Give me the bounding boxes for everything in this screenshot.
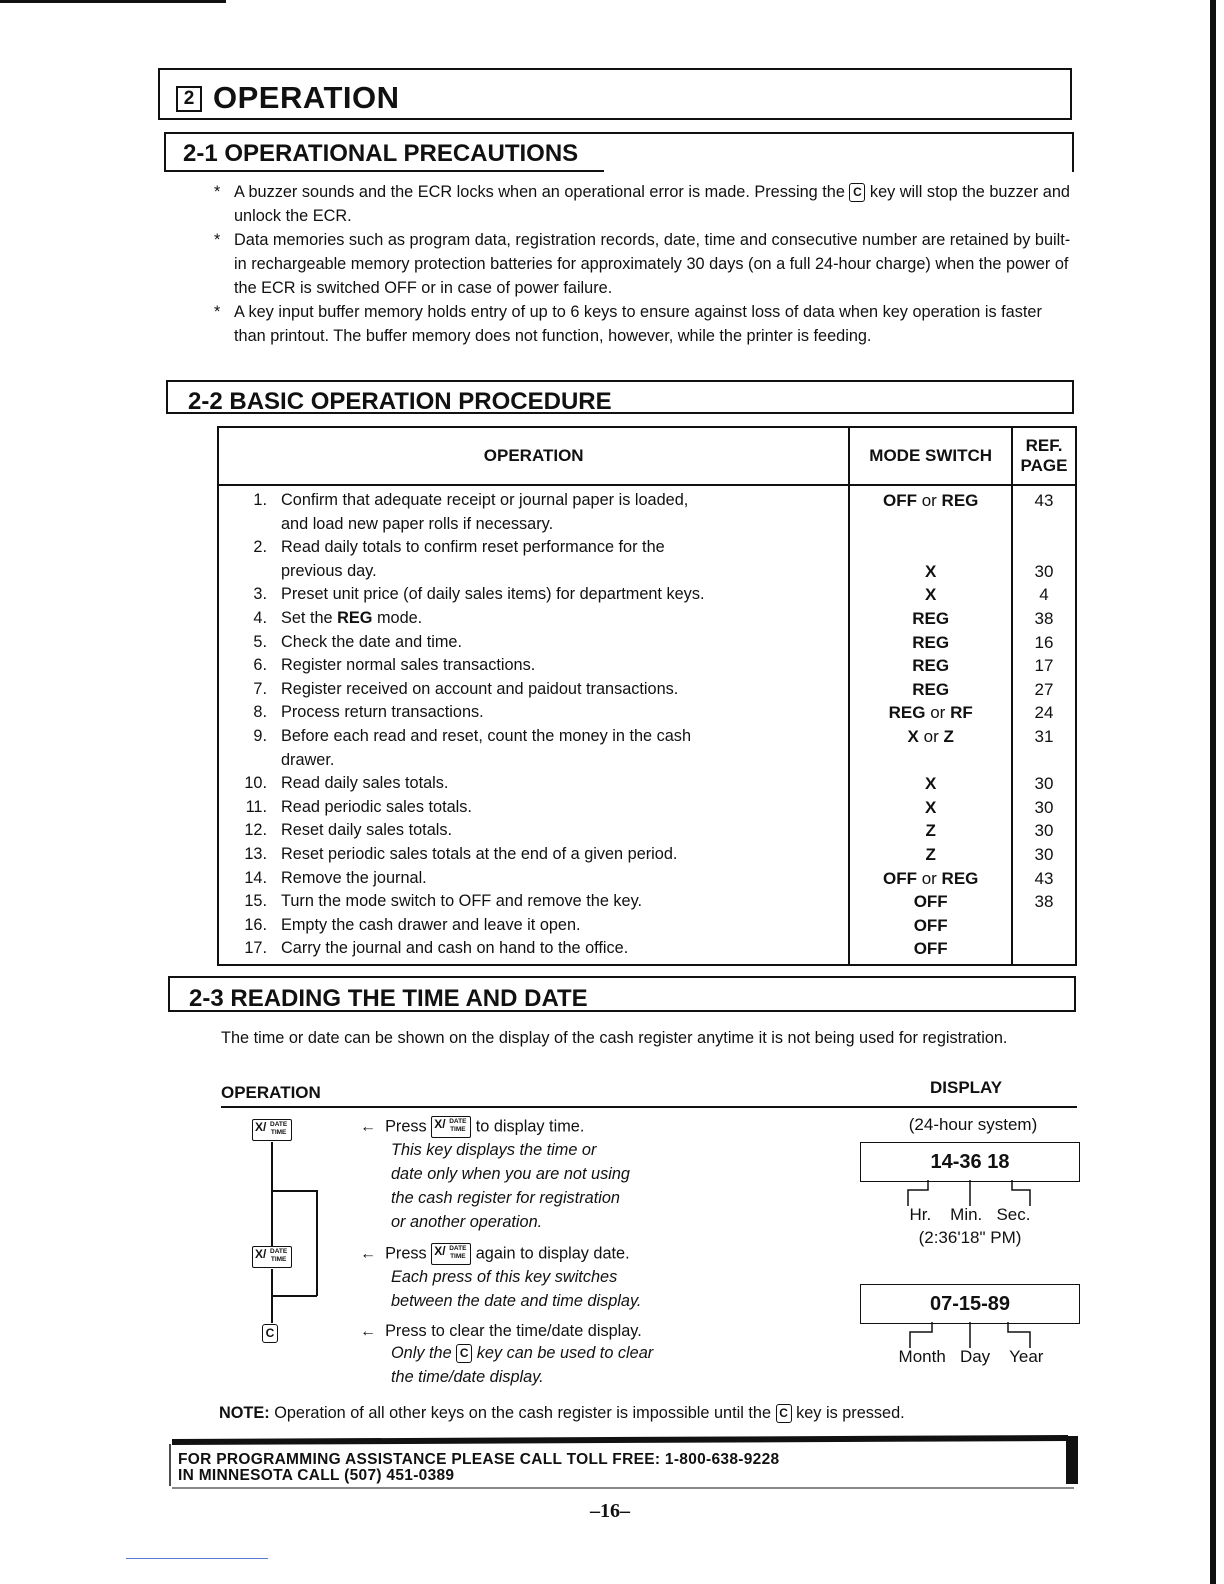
note xyxy=(219,1404,905,1423)
time-display: 14-36 18 xyxy=(860,1142,1080,1182)
precaution-text: A buzzer sounds and the ECR locks when an operational error is made. Pressing the xyxy=(234,183,850,201)
detail-line: between the date and time display. xyxy=(391,1292,642,1310)
detail-line: This key displays the time or xyxy=(391,1141,597,1159)
mode-switch-value: REG xyxy=(912,679,950,699)
header-ref-page xyxy=(1012,427,1076,485)
step-text: and load new paper rolls if necessary. xyxy=(281,514,554,533)
ref-page-value xyxy=(1013,536,1075,560)
operation-procedure-table xyxy=(217,426,1077,966)
step-number xyxy=(219,560,281,584)
step-text: Confirm that adequate receipt or journal paper is loaded, xyxy=(281,491,689,509)
bottom-link-line xyxy=(126,1558,268,1559)
step-text: Press xyxy=(385,1244,427,1263)
step-3 xyxy=(360,1322,820,1389)
ref-page-value: 43 xyxy=(1034,868,1054,888)
step-number xyxy=(219,749,281,773)
display-subheading: DISPLAY xyxy=(930,1078,1003,1097)
header-page: PAGE xyxy=(1020,456,1068,475)
ref-page-value: 30 xyxy=(1034,821,1054,841)
ref-page-value: 43 xyxy=(1034,491,1054,510)
subheading-rule xyxy=(221,1106,1077,1108)
header-mode-switch: MODE SWITCH xyxy=(849,427,1012,485)
step-text: Reset periodic sales totals at the end of a given period. xyxy=(281,844,678,863)
procedure-step-line xyxy=(219,513,848,537)
step-text: Reset daily sales totals. xyxy=(281,821,453,840)
detail-line: or another operation. xyxy=(391,1213,543,1231)
mode-switch-value: X or Z xyxy=(907,726,954,746)
mode-column xyxy=(849,485,1012,965)
mode-switch-value xyxy=(850,749,1011,773)
step-number xyxy=(219,513,281,537)
step-number: 6. xyxy=(253,656,267,675)
precaution-item xyxy=(214,228,1076,300)
step-number: 8. xyxy=(253,703,267,722)
label-sec: Sec. xyxy=(996,1205,1031,1224)
mode-switch-value: X xyxy=(925,797,937,817)
bullet-marker: * xyxy=(214,183,221,201)
ref-page-value: 30 xyxy=(1034,561,1054,581)
procedure-step-line xyxy=(219,937,848,961)
bullet-marker: * xyxy=(214,303,221,321)
flow-line xyxy=(271,1295,317,1297)
date-time-key-icon: X/ DATE TIME xyxy=(431,1243,471,1265)
ref-page-value: 30 xyxy=(1034,774,1054,794)
page-column xyxy=(1012,485,1076,965)
label-hr: Hr. xyxy=(909,1205,932,1224)
procedure-step-line xyxy=(219,701,848,725)
ref-page-value: 30 xyxy=(1034,844,1054,864)
precaution-item xyxy=(214,300,1076,348)
footer-line-2: IN MINNESOTA CALL (507) 451-0389 xyxy=(178,1467,455,1484)
clear-key-icon: C xyxy=(262,1324,278,1343)
step-number: 11. xyxy=(245,797,267,816)
step-text: Before each read and reset, count the money in the cash xyxy=(281,726,692,745)
step-number: 10. xyxy=(244,774,267,793)
step-number: 16. xyxy=(244,915,267,934)
mode-switch-value: REG xyxy=(912,656,950,676)
operation-column xyxy=(218,485,849,965)
ref-page-value: 38 xyxy=(1034,892,1054,912)
detail-text: Only the xyxy=(391,1344,452,1362)
step-number: 3. xyxy=(253,585,267,604)
step-text: Read daily sales totals. xyxy=(281,774,449,793)
step-number: 15. xyxy=(244,892,267,911)
arrow-icon: ← xyxy=(360,1118,376,1136)
s23-intro: The time or date can be shown on the display of the cash register anytime it is not being used for registration. xyxy=(221,1029,1008,1047)
mode-switch-value: REG xyxy=(912,608,950,628)
mode-switch-value: REG xyxy=(912,632,950,652)
step-text: Register normal sales transactions. xyxy=(281,656,536,675)
procedure-step-line xyxy=(219,607,848,631)
procedure-step-line xyxy=(219,749,848,773)
mode-switch-value: OFF or REG xyxy=(882,491,979,510)
date-time-key-icon: X/ DATE TIME xyxy=(431,1116,471,1138)
procedure-step-line xyxy=(219,583,848,607)
mode-switch-value xyxy=(850,513,1011,537)
clear-key-icon: C xyxy=(776,1404,792,1423)
step-number: 12. xyxy=(244,821,267,840)
header-operation: OPERATION xyxy=(218,427,849,485)
step-text: Process return transactions. xyxy=(281,703,484,722)
flow-line xyxy=(316,1190,318,1296)
date-time-key-icon: X/ DATE TIME xyxy=(252,1119,292,1141)
step-number: 13. xyxy=(244,844,267,863)
procedure-step-line xyxy=(219,725,848,749)
step-number: 9. xyxy=(253,726,267,745)
procedure-step-line xyxy=(219,560,848,584)
mode-switch-value: Z xyxy=(925,844,936,864)
mode-switch-value: X xyxy=(925,561,937,581)
step-text: Read daily totals to confirm reset performance for the xyxy=(281,538,665,557)
step-text: Press xyxy=(385,1117,427,1136)
step-text: Register received on account and paidout transactions. xyxy=(281,679,679,698)
flow-line xyxy=(271,1190,317,1192)
clear-key-icon: C xyxy=(849,183,865,202)
date-labels xyxy=(876,1347,1066,1367)
step-2-details xyxy=(360,1265,820,1313)
display-system-note: (24-hour system) xyxy=(908,1115,1038,1134)
procedure-step-line xyxy=(219,654,848,678)
step-2 xyxy=(360,1243,820,1313)
procedure-step-line xyxy=(219,772,848,796)
clear-key-icon: C xyxy=(456,1344,472,1363)
step-text: drawer. xyxy=(281,750,335,769)
s22-title: 2-2 BASIC OPERATION PROCEDURE xyxy=(188,388,612,415)
ref-page-value xyxy=(1013,749,1075,773)
procedure-step-line xyxy=(219,819,848,843)
step-text: Carry the journal and cash on hand to the office. xyxy=(281,939,629,958)
page-number: –16– xyxy=(590,1500,630,1522)
step-number: 4. xyxy=(253,608,267,627)
step-number: 1. xyxy=(253,491,267,509)
mode-switch-value: OFF xyxy=(913,915,948,935)
ref-page-value: 4 xyxy=(1039,585,1049,605)
step-1-details xyxy=(360,1138,820,1234)
precaution-text: Data memories such as program data, registration records, date, time and consecutive number are retained by built-in rechargeable memory protection batteries for approximately 30 days (on a full 24-hour charge) when the power of the ECR is switched OFF or in case of power failure. xyxy=(234,231,1071,297)
precaution-text: key will stop the buzzer and unlock the ECR. xyxy=(234,183,1070,225)
step-text: Press to clear the time/date display. xyxy=(385,1322,642,1340)
ref-page-value xyxy=(1013,513,1075,537)
step-3-details xyxy=(360,1341,820,1389)
procedure-step-line xyxy=(219,843,848,867)
detail-line: date only when you are not using xyxy=(391,1165,630,1183)
precautions-list xyxy=(214,180,1076,348)
step-text: Check the date and time. xyxy=(281,632,463,651)
footer-text xyxy=(178,1452,779,1484)
label-month: Month xyxy=(898,1347,946,1366)
bullet-marker: * xyxy=(214,231,221,249)
mode-switch-value: X xyxy=(925,585,937,605)
procedure-step-line xyxy=(219,678,848,702)
step-text: Read periodic sales totals. xyxy=(281,797,472,816)
step-number: 2. xyxy=(253,538,267,557)
step-number: 17. xyxy=(244,939,267,958)
header-ref: REF. xyxy=(1025,436,1063,455)
step-text: Empty the cash drawer and leave it open. xyxy=(281,915,581,934)
ref-page-value: 31 xyxy=(1034,726,1054,746)
procedure-step-line xyxy=(219,631,848,655)
label-min: Min. xyxy=(950,1205,983,1224)
section-title: OPERATION xyxy=(213,80,400,115)
date-time-key-icon: X/ DATE TIME xyxy=(252,1246,292,1268)
step-text: to display time. xyxy=(475,1117,585,1136)
label-year: Year xyxy=(1009,1347,1044,1366)
mode-switch-value: X xyxy=(925,774,937,794)
time-example: (2:36'18" PM) xyxy=(918,1228,1022,1247)
flow-line xyxy=(271,1142,273,1246)
ref-page-value: 30 xyxy=(1034,797,1054,817)
ref-page-value: 24 xyxy=(1034,703,1054,723)
procedure-step-line xyxy=(219,796,848,820)
section-number: 2 xyxy=(176,86,202,112)
mode-switch-value: OFF xyxy=(913,939,948,959)
procedure-step-line xyxy=(219,914,848,938)
s23-title: 2-3 READING THE TIME AND DATE xyxy=(189,985,588,1012)
step-text: Set the REG mode. xyxy=(281,608,423,627)
procedure-step-line xyxy=(219,867,848,891)
right-edge-bar xyxy=(1210,0,1216,1584)
label-day: Day xyxy=(959,1347,991,1366)
step-text: Preset unit price (of daily sales items) for department keys. xyxy=(281,585,705,604)
mode-switch-value: REG or RF xyxy=(888,703,973,723)
step-text: previous day. xyxy=(281,561,377,580)
arrow-icon: ← xyxy=(360,1245,376,1263)
step-number: 5. xyxy=(253,632,267,651)
ref-page-value: 38 xyxy=(1034,608,1054,628)
operation-subheading: OPERATION xyxy=(221,1083,321,1102)
precaution-item xyxy=(214,180,1076,228)
detail-text: key can be used to clear xyxy=(476,1344,654,1362)
mode-switch-value: OFF or REG xyxy=(882,868,979,888)
ref-page-value: 27 xyxy=(1034,679,1054,699)
procedure-step-line xyxy=(219,489,848,513)
note-text: key is pressed. xyxy=(796,1404,905,1422)
step-text: again to display date. xyxy=(475,1244,630,1263)
footer-line-1: FOR PROGRAMMING ASSISTANCE PLEASE CALL TOLL FREE: 1-800-638-9228 xyxy=(178,1451,780,1468)
s21-title: 2-1 OPERATIONAL PRECAUTIONS xyxy=(183,140,579,167)
note-label: NOTE: xyxy=(219,1404,270,1422)
ref-page-value: 16 xyxy=(1034,632,1054,652)
precaution-text: A key input buffer memory holds entry of up to 6 keys to ensure against loss of data when key operation is faster than printout. The buffer memory does not function, however, while the printer is feeding. xyxy=(234,303,1042,345)
mode-switch-value: Z xyxy=(925,821,936,841)
mode-switch-value: OFF xyxy=(913,892,948,912)
step-text: Remove the journal. xyxy=(281,868,427,887)
time-labels xyxy=(880,1205,1060,1225)
detail-line: the time/date display. xyxy=(391,1368,544,1386)
flow-line xyxy=(271,1269,273,1323)
step-text: Turn the mode switch to OFF and remove the key. xyxy=(281,892,643,911)
arrow-icon: ← xyxy=(360,1323,376,1340)
note-text: Operation of all other keys on the cash register is impossible until the xyxy=(274,1404,772,1422)
date-display: 07-15-89 xyxy=(860,1284,1080,1324)
mode-switch-value xyxy=(850,536,1011,560)
detail-line: the cash register for registration xyxy=(391,1189,620,1207)
procedure-step-line xyxy=(219,536,848,560)
top-edge-line xyxy=(0,0,226,3)
detail-line: Each press of this key switches xyxy=(391,1268,618,1286)
procedure-step-line xyxy=(219,890,848,914)
step-number: 7. xyxy=(253,679,267,698)
step-1 xyxy=(360,1116,820,1234)
s21-header-rule xyxy=(164,170,604,172)
ref-page-value: 17 xyxy=(1034,656,1054,676)
step-number: 14. xyxy=(244,868,267,887)
